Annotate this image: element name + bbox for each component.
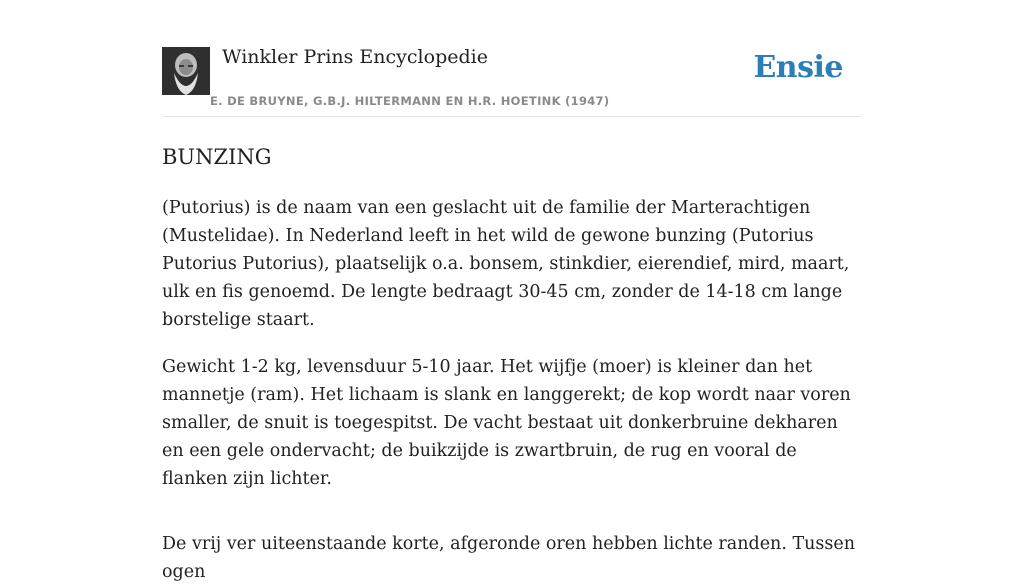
article-title: BUNZING [162, 145, 272, 169]
header [162, 0, 862, 117]
portrait-image [162, 47, 210, 95]
article-paragraph: Gewicht 1-2 kg, levensduur 5-10 jaar. Het wijfje (moer) is kleiner dan het mannetje (ram). Het lichaam is slank en langgerekt; de kop wordt naar voren smaller, de snuit is toegespitst. De vacht bestaat uit donkerbruine dekharen en een gele ondervacht; de buikzijde is zwartbruin, de rug en vooral de flanken zijn lichter. [162, 357, 851, 489]
ensie-logo[interactable]: Ensie [753, 50, 843, 85]
publication-title[interactable]: Winkler Prins Encyclopedie [222, 46, 488, 68]
article-paragraph: De vrij ver uiteenstaande korte, afgeronde oren hebben lichte randen. Tussen ogen [162, 534, 855, 582]
page [162, 0, 862, 586]
author-avatar[interactable] [162, 47, 210, 95]
article-body [162, 194, 862, 586]
article-paragraph: (Putorius) is de naam van een geslacht uit de familie der Marterachtigen (Mustelidae). In Nederland leeft in het wild de gewone bunzing (Putorius Putorius Putorius), plaatselijk o.a. bonsem, stinkdier, eierendief, mird, maart, ulk en fis genoemd. De lengte bedraagt 30-45 cm, zonder de 14-18 cm lange borstelige staart. [162, 198, 850, 330]
authors-line: E. DE BRUYNE, G.B.J. HILTERMANN EN H.R. HOETINK (1947) [210, 94, 610, 108]
